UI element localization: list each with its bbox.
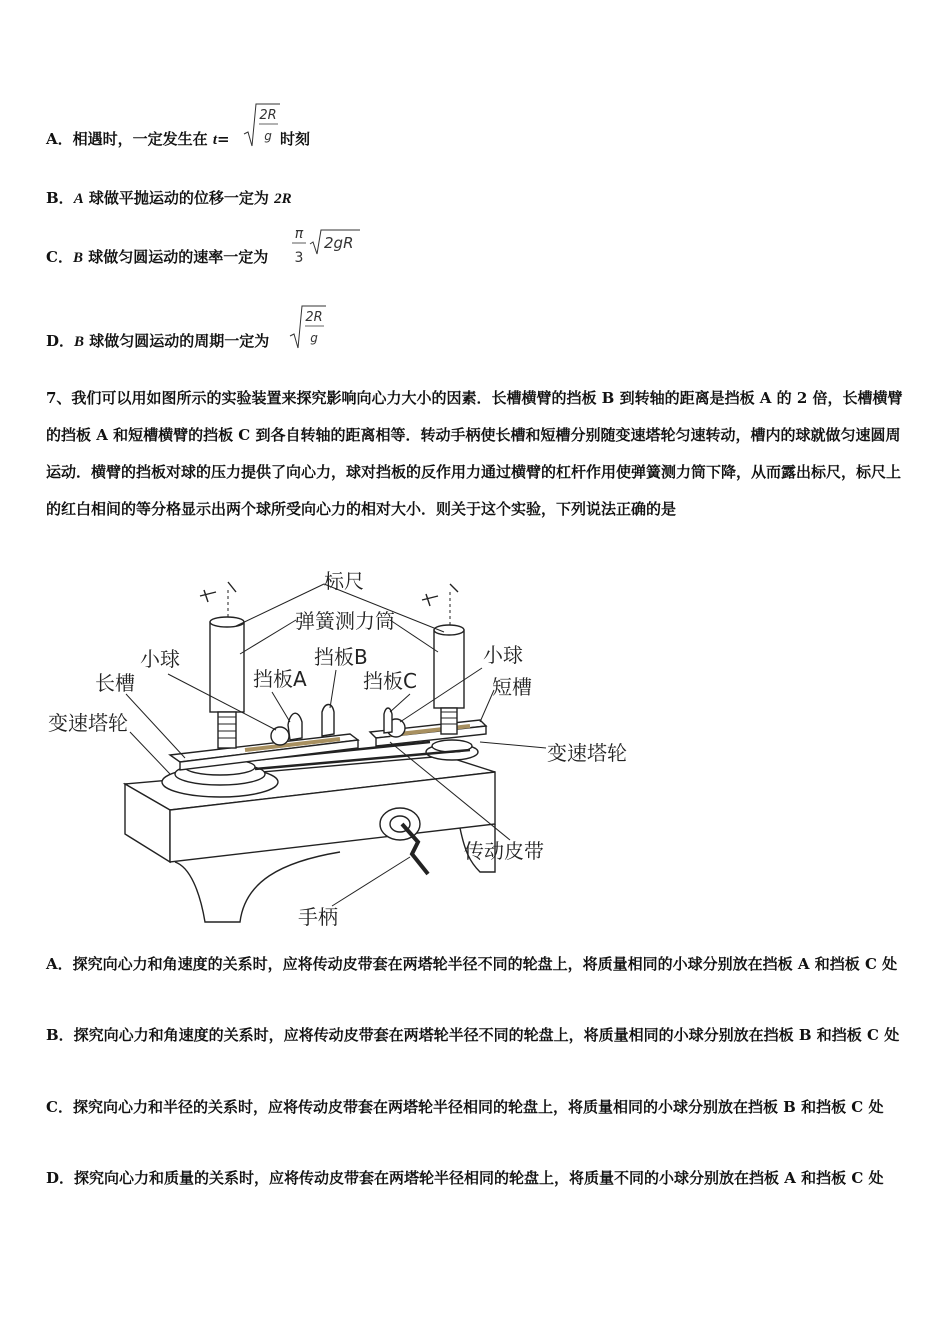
frac-den-d: g xyxy=(310,331,318,345)
sqrt-2r-over-g-d xyxy=(288,302,328,352)
question-7-text: 7、我们可以用如图所示的实验装置来探究影响向心力大小的因素．长槽横臂的挡板 B 到转轴的距离是挡板 A 的 2 倍，长槽横臂的挡板 A 和短槽横臂的挡板 C 到各自转轴的距离相等．转动手柄使长槽和短槽分别随变速塔轮匀速转动，槽内的球就做匀速圆周运动．横臂的挡板对球的压力提供了向心力，球对挡板的反作用力通过横臂的杠杆作用使弹簧测力筒下降，从而露出标尺，标尺上的红白相间的等分格显示出两个球所受向心力的相对大小．则关于这个实验，下列说法正确的是 xyxy=(46,389,903,518)
option-d-prefix: D． xyxy=(46,332,75,350)
option-7c: C．探究向心力和半径的关系时，应将传动皮带套在两塔轮半径相同的轮盘上，将质量相同的小球分别放在挡板 B 和挡板 C 处 xyxy=(46,1098,884,1116)
option-7a: A．探究向心力和角速度的关系时，应将传动皮带套在两塔轮半径不同的轮盘上，将质量相同的小球分别放在挡板 A 和挡板 C 处 xyxy=(46,955,898,973)
frac-den-a: g xyxy=(264,129,272,143)
label-short-slot: 短槽 xyxy=(492,675,532,699)
option-d-mid: 球做匀圆运动的周期一定为 xyxy=(84,332,270,350)
option-d-var: B xyxy=(74,334,85,350)
option-d-prev xyxy=(46,330,269,351)
label-belt: 传动皮带 xyxy=(464,839,544,863)
label-long-slot: 长槽 xyxy=(95,671,135,695)
option-c-prev xyxy=(46,246,268,267)
label-plate-c: 挡板C xyxy=(363,669,417,693)
option-b-var: A xyxy=(73,191,84,207)
pi-over-3-sqrt-2gr xyxy=(290,222,365,270)
label-tower-left: 变速塔轮 xyxy=(48,711,128,735)
option-a-var: t xyxy=(212,132,218,148)
label-handle: 手柄 xyxy=(298,905,338,929)
option-c-mid: 球做匀圆运动的速率一定为 xyxy=(82,248,269,266)
label-ball-right: 小球 xyxy=(483,643,523,667)
option-c-var: B xyxy=(72,250,83,266)
frac-num-d: 2R xyxy=(305,310,323,325)
label-scale: 标尺 xyxy=(324,569,364,593)
frac-num-c: π xyxy=(294,226,304,242)
option-b-value: 2R xyxy=(274,191,292,207)
option-b-prefix: B． xyxy=(46,189,74,207)
option-7b: B．探究向心力和角速度的关系时，应将传动皮带套在两塔轮半径不同的轮盘上，将质量相同的小球分别放在挡板 B 和挡板 C 处 xyxy=(46,1026,900,1044)
option-a-prev xyxy=(46,128,230,149)
label-plate-b: 挡板B xyxy=(314,645,368,669)
option-a-suffix: 时刻 xyxy=(280,130,311,148)
label-spring: 弹簧测力筒 xyxy=(295,609,395,633)
option-b-mid: 球做平抛运动的位移一定为 xyxy=(83,189,275,207)
frac-num-a: 2R xyxy=(259,108,277,123)
label-plate-a: 挡板A xyxy=(253,667,307,691)
root-c: 2gR xyxy=(324,234,354,252)
label-tower-right: 变速塔轮 xyxy=(547,741,627,765)
frac-den-c: 3 xyxy=(294,250,304,266)
centripetal-force-apparatus-figure xyxy=(40,562,660,940)
label-ball-left: 小球 xyxy=(140,647,180,671)
option-c-prefix: C． xyxy=(46,248,73,266)
option-a-prefix: A．相遇时，一定发生在 xyxy=(46,130,213,148)
option-b-prev xyxy=(46,187,292,208)
option-7d: D．探究向心力和质量的关系时，应将传动皮带套在两塔轮半径相同的轮盘上，将质量不同的小球分别放在挡板 A 和挡板 C 处 xyxy=(46,1169,884,1187)
option-a-eq: = xyxy=(217,130,230,148)
sqrt-2r-over-g-a xyxy=(242,100,282,150)
